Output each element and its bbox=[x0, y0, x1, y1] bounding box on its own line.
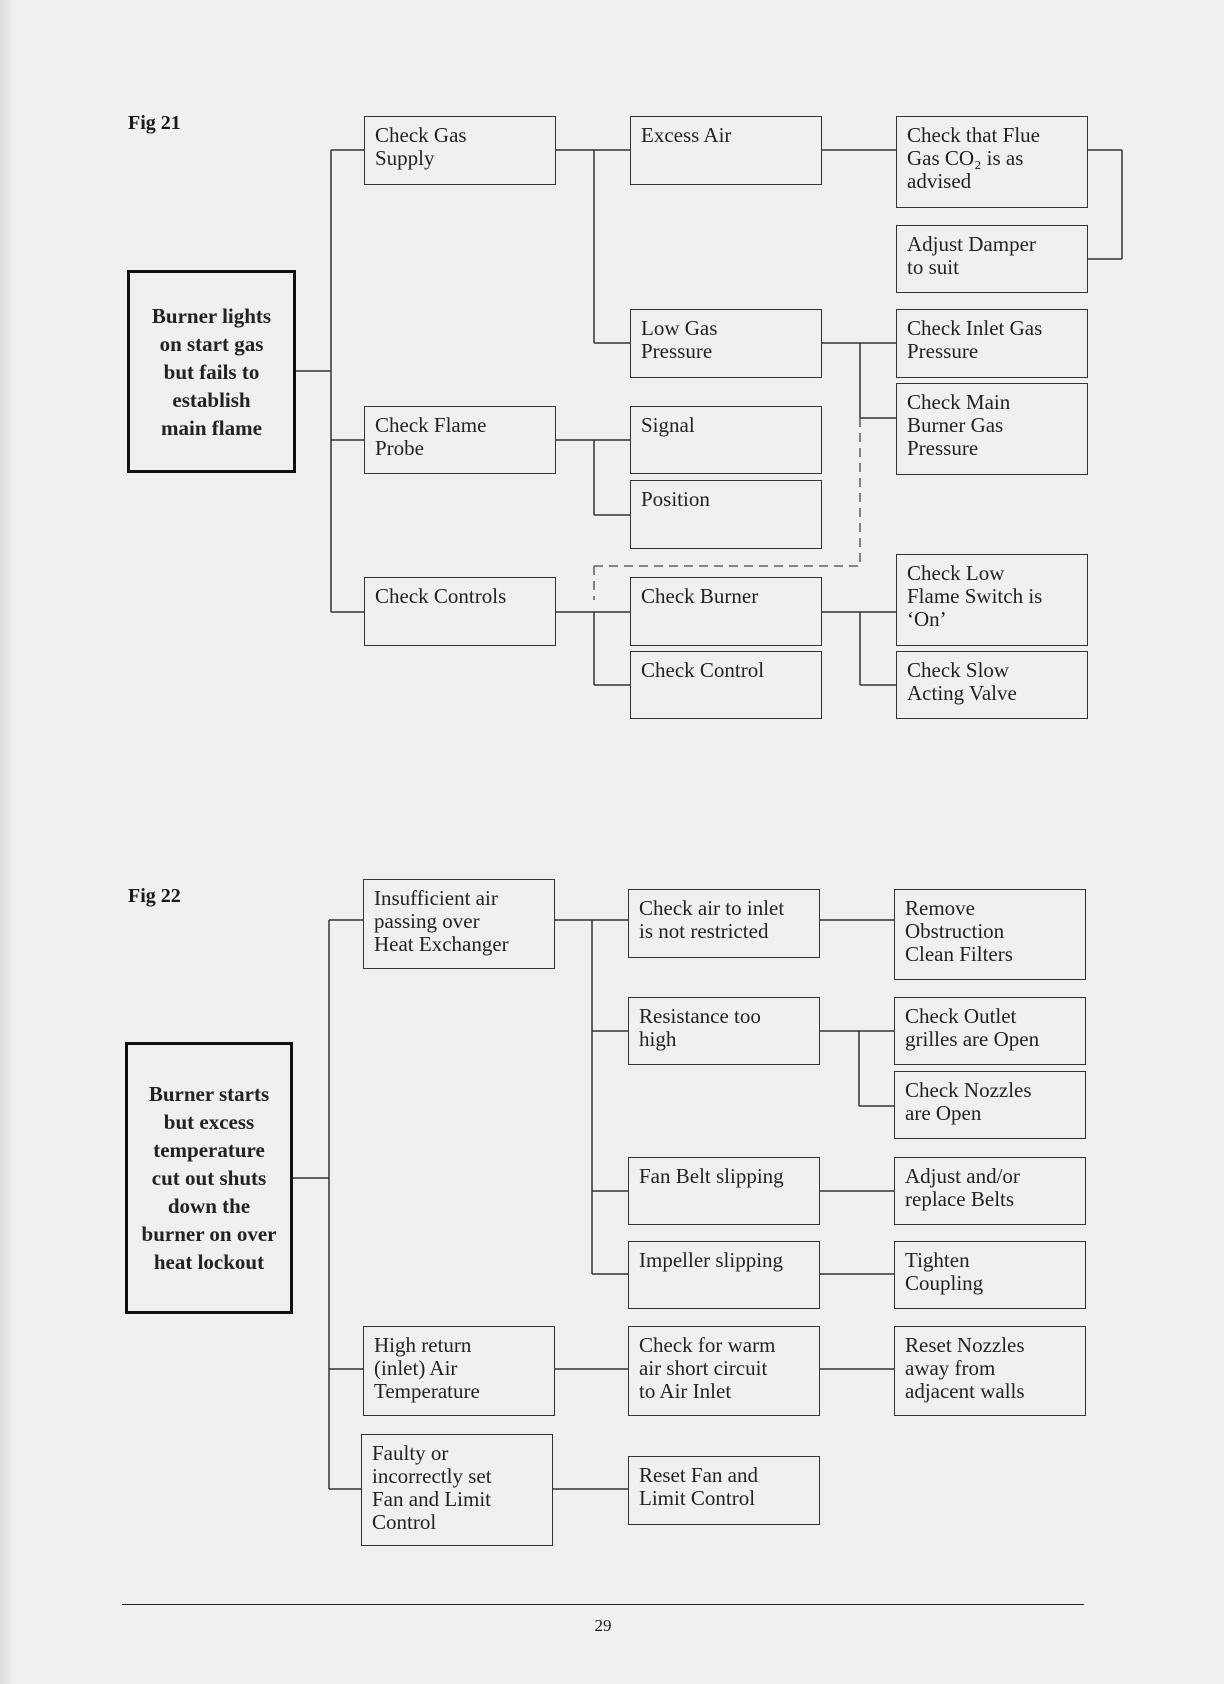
fig22-adjust-replace-belts: Adjust and/or replace Belts bbox=[894, 1157, 1086, 1225]
fig21-signal: Signal bbox=[630, 406, 822, 474]
fig21-label: Fig 21 bbox=[128, 112, 181, 134]
fig21-low-gas-pressure: Low Gas Pressure bbox=[630, 309, 822, 378]
fig22-fan-belt-slipping: Fan Belt slipping bbox=[628, 1157, 820, 1225]
fig21-check-flame-probe: Check Flame Probe bbox=[364, 406, 556, 474]
page-number: 29 bbox=[594, 1616, 612, 1635]
fig21-check-inlet-gas: Check Inlet Gas Pressure bbox=[896, 309, 1088, 378]
fig22-faulty-fan-limit-control: Faulty or incorrectly set Fan and Limit Control bbox=[361, 1434, 553, 1546]
fig21-check-slow-acting-valve: Check Slow Acting Valve bbox=[896, 651, 1088, 719]
fig22-impeller-slipping: Impeller slipping bbox=[628, 1241, 820, 1309]
fig21-check-gas-supply: Check Gas Supply bbox=[364, 116, 556, 185]
fig21-check-main-burner-gas: Check Main Burner Gas Pressure bbox=[896, 383, 1088, 475]
fig22-root-problem: Burner starts but excess temperature cut out shuts down the burner on over heat lockout bbox=[125, 1042, 293, 1314]
fig22-reset-fan-limit: Reset Fan and Limit Control bbox=[628, 1456, 820, 1525]
fig22-tighten-coupling: Tighten Coupling bbox=[894, 1241, 1086, 1309]
fig21-check-flue-gas: Check that Flue Gas CO₂ is as advised bbox=[896, 116, 1088, 208]
fig21-root-problem: Burner lights on start gas but fails to establish main flame bbox=[127, 270, 296, 473]
fig22-reset-nozzles: Reset Nozzles away from adjacent walls bbox=[894, 1326, 1086, 1416]
fig21-check-controls: Check Controls bbox=[364, 577, 556, 646]
fig22-label: Fig 22 bbox=[128, 885, 181, 907]
fig22-check-nozzles-open: Check Nozzles are Open bbox=[894, 1071, 1086, 1139]
fig22-insufficient-air: Insufficient air passing over Heat Exchanger bbox=[363, 879, 555, 969]
fig21-adjust-damper: Adjust Damper to suit bbox=[896, 225, 1088, 293]
fig21-check-burner: Check Burner bbox=[630, 577, 822, 646]
fig22-check-outlet-grilles: Check Outlet grilles are Open bbox=[894, 997, 1086, 1065]
fig22-resistance-too-high: Resistance too high bbox=[628, 997, 820, 1065]
fig22-remove-obstruction: Remove Obstruction Clean Filters bbox=[894, 889, 1086, 980]
fig21-check-control: Check Control bbox=[630, 651, 822, 719]
footer-rule bbox=[122, 1604, 1084, 1605]
fig21-check-low-flame-switch: Check Low Flame Switch is ‘On’ bbox=[896, 554, 1088, 646]
fig21-position: Position bbox=[630, 480, 822, 549]
fig21-excess-air: Excess Air bbox=[630, 116, 822, 185]
fig22-high-return-air: High return (inlet) Air Temperature bbox=[363, 1326, 555, 1416]
fig22-check-warm-air: Check for warm air short circuit to Air Inlet bbox=[628, 1326, 820, 1416]
fig22-check-air-inlet: Check air to inlet is not restricted bbox=[628, 889, 820, 958]
